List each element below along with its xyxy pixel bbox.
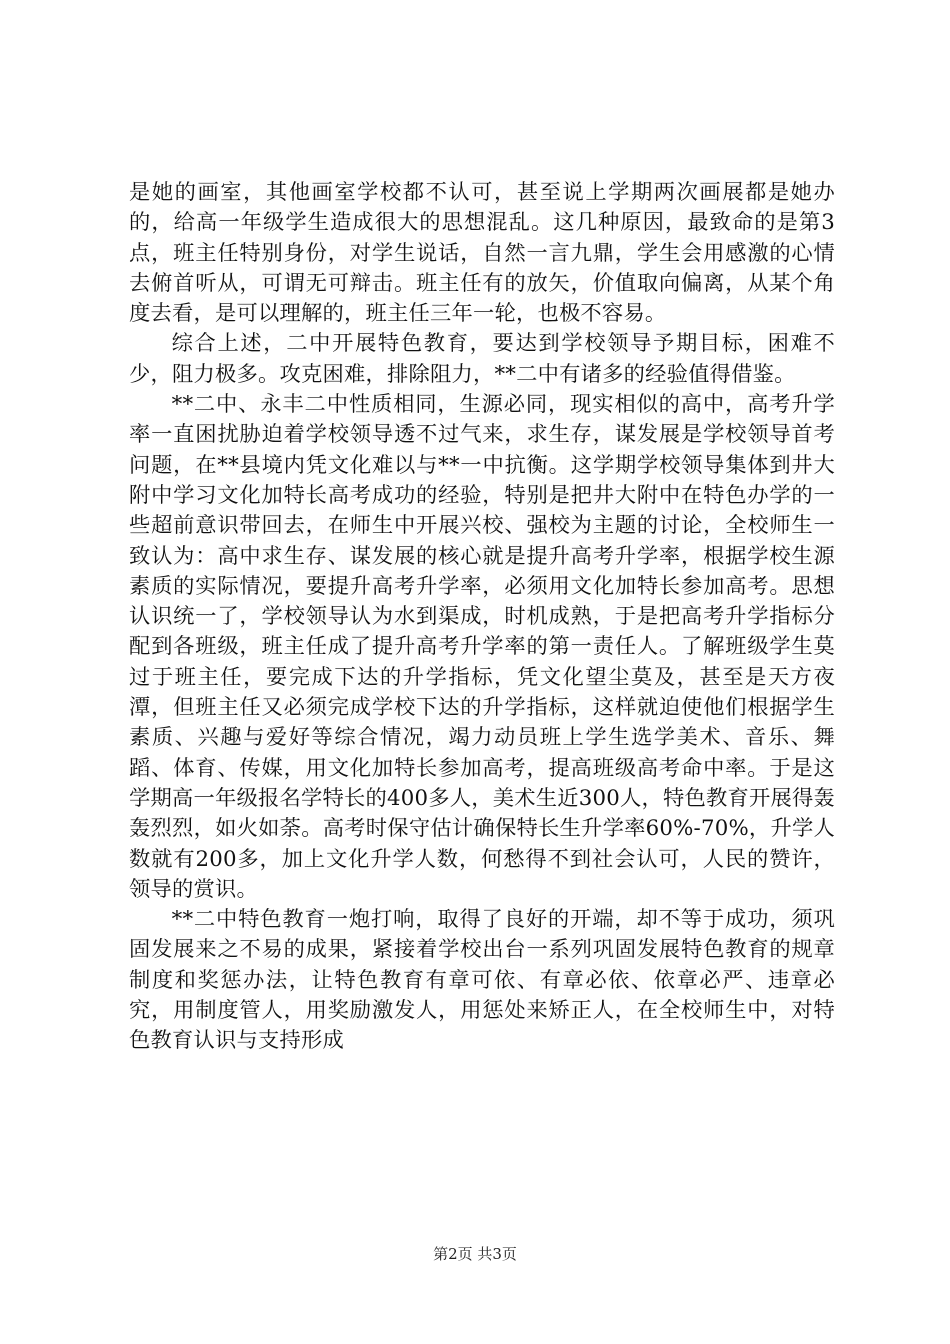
paragraph-2: 综合上述，二中开展特色教育，要达到学校领导予期目标，困难不少，阻力极多。攻克困难，排除阻力，**二中有诸多的经验值得借鉴。 [129, 331, 835, 387]
body-text [129, 178, 835, 1057]
paragraph-4: **二中特色教育一炮打响，取得了良好的开端，却不等于成功，须巩固发展来之不易的成果，紧接着学校出台一系列巩固发展特色教育的规章制度和奖惩办法，让特色教育有章可依、有章必依、依章必严、违章必究，用制度管人，用奖励激发人，用惩处来矫正人，在全校师生中，对特色教育认识与支持形成 [129, 907, 835, 1054]
paragraph-3: **二中、永丰二中性质相同，生源必同，现实相似的高中，高考升学率一直困扰胁迫着学校领导透不过气来，求生存，谋发展是学校领导首考问题，在**县境内凭文化难以与**一中抗衡。这学期学校领导集体到井大附中学习文化加特长高考成功的经验，特别是把井大附中在特色办学的一些超前意识带回去，在师生中开展兴校、强校为主题的讨论，全校师生一致认为：高中求生存、谋发展的核心就是提升高考升学率，根据学校生源素质的实际情况，要提升高考升学率，必须用文化加特长参加高考。思想认识统一了，学校领导认为水到渠成，时机成熟，于是把高考升学指标分配到各班级，班主任成了提升高考升学率的第一责任人。了解班级学生莫过于班主任，要完成下达的升学指标，凭文化望尘莫及，甚至是天方夜潭，但班主任又必须完成学校下达的升学指标，这样就迫使他们根据学生素质、兴趣与爱好等综合情况，竭力动员班上学生选学美术、音乐、舞蹈、体育、传媒，用文化加特长参加高考，提高班级高考命中率。于是这学期高一年级报名学特长的400多人，美术生近300人，特色教育开展得轰轰烈烈，如火如荼。高考时保守估计确保特长生升学率60%-70%，升学人数就有200多，加上文化升学人数，何愁得不到社会认可，人民的赞许，领导的赏识。 [129, 392, 835, 902]
page-number-footer: 第2页 共3页 [433, 1245, 517, 1263]
paragraph-1: 是她的画室，其他画室学校都不认可，甚至说上学期两次画展都是她办的，给高一年级学生造成很大的思想混乱。这几种原因，最致命的是第3点，班主任特别身份，对学生说话，自然一言九鼎，学生会用感激的心情去俯首听从，可谓无可辩击。班主任有的放矢，价值取向偏离，从某个角度去看，是可以理解的，班主任三年一轮，也极不容易。 [129, 180, 835, 327]
